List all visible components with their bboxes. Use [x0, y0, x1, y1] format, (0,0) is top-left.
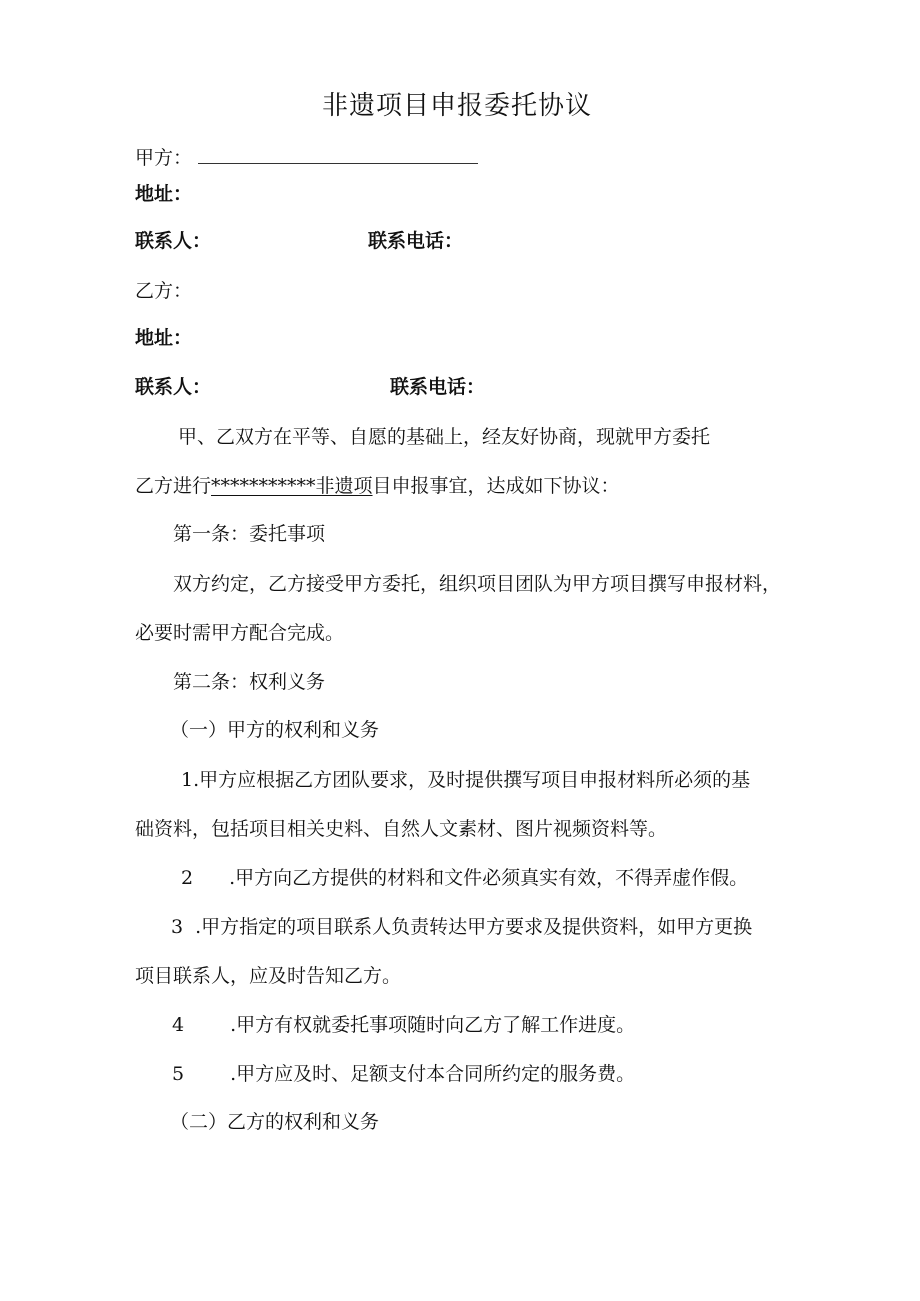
intro-line-2 — [135, 474, 620, 498]
item-4-num: 4 — [172, 1014, 185, 1036]
party-a-line — [135, 146, 478, 170]
item-5-num: 5 — [172, 1063, 185, 1085]
item-1-num: 1 — [181, 769, 194, 791]
section-a-heading: （一）甲方的权利和义务 — [170, 719, 380, 741]
item-3-text: .甲方指定的项目联系人负责转达甲方要求及提供资料，如甲方更换 — [195, 916, 753, 938]
document-title: 非遗项目申报委托协议 — [322, 91, 593, 121]
party-b-contact: 联系人： — [135, 376, 212, 398]
item-2-num: 2 — [181, 867, 194, 889]
party-a-contact: 联系人： — [135, 230, 212, 252]
item-2-line — [181, 866, 748, 890]
item-3-num: 3 — [171, 916, 184, 938]
item-2-text: .甲方向乙方提供的材料和文件必须真实有效，不得弄虚作假。 — [229, 867, 749, 889]
item-1-line-1 — [181, 768, 750, 792]
intro-suffix: 目申报事宜，达成如下协议： — [372, 475, 620, 497]
item-1-line-2: 础资料，包括项目相关史料、自然人文素材、图片视频资料等。 — [135, 818, 668, 840]
item-5-line — [172, 1062, 635, 1086]
section-b-heading: （二）乙方的权利和义务 — [170, 1111, 380, 1133]
party-a-label: 甲方： — [135, 147, 193, 169]
project-name-underlined: ***********非遗项 — [211, 475, 373, 497]
party-a-phone: 联系电话： — [368, 230, 464, 252]
item-4-text: .甲方有权就委托事项随时向乙方了解工作进度。 — [230, 1014, 636, 1036]
party-b-address: 地址： — [135, 327, 193, 349]
article-1-heading: 第一条：委托事项 — [173, 523, 326, 545]
party-a-address: 地址： — [135, 183, 193, 205]
article-1-line-2: 必要时需甲方配合完成。 — [135, 622, 345, 644]
party-b-phone: 联系电话： — [390, 376, 486, 398]
party-a-blank — [198, 147, 478, 164]
item-3-line-1 — [171, 915, 752, 939]
item-4-line — [172, 1013, 635, 1037]
article-2-heading: 第二条：权利义务 — [173, 671, 326, 693]
intro-prefix: 乙方进行 — [135, 475, 212, 497]
item-1-text: .甲方应根据乙方团队要求，及时提供撰写项目申报材料所必须的基 — [193, 769, 751, 791]
item-3-line-2: 项目联系人，应及时告知乙方。 — [135, 965, 402, 987]
intro-line-1: 甲、乙双方在平等、自愿的基础上，经友好协商，现就甲方委托 — [178, 426, 711, 448]
item-5-text: .甲方应及时、足额支付本合同所约定的服务费。 — [230, 1063, 636, 1085]
article-1-line-1: 双方约定，乙方接受甲方委托，组织项目团队为甲方项目撰写申报材料， — [173, 573, 782, 595]
party-b-label: 乙方： — [135, 280, 193, 302]
